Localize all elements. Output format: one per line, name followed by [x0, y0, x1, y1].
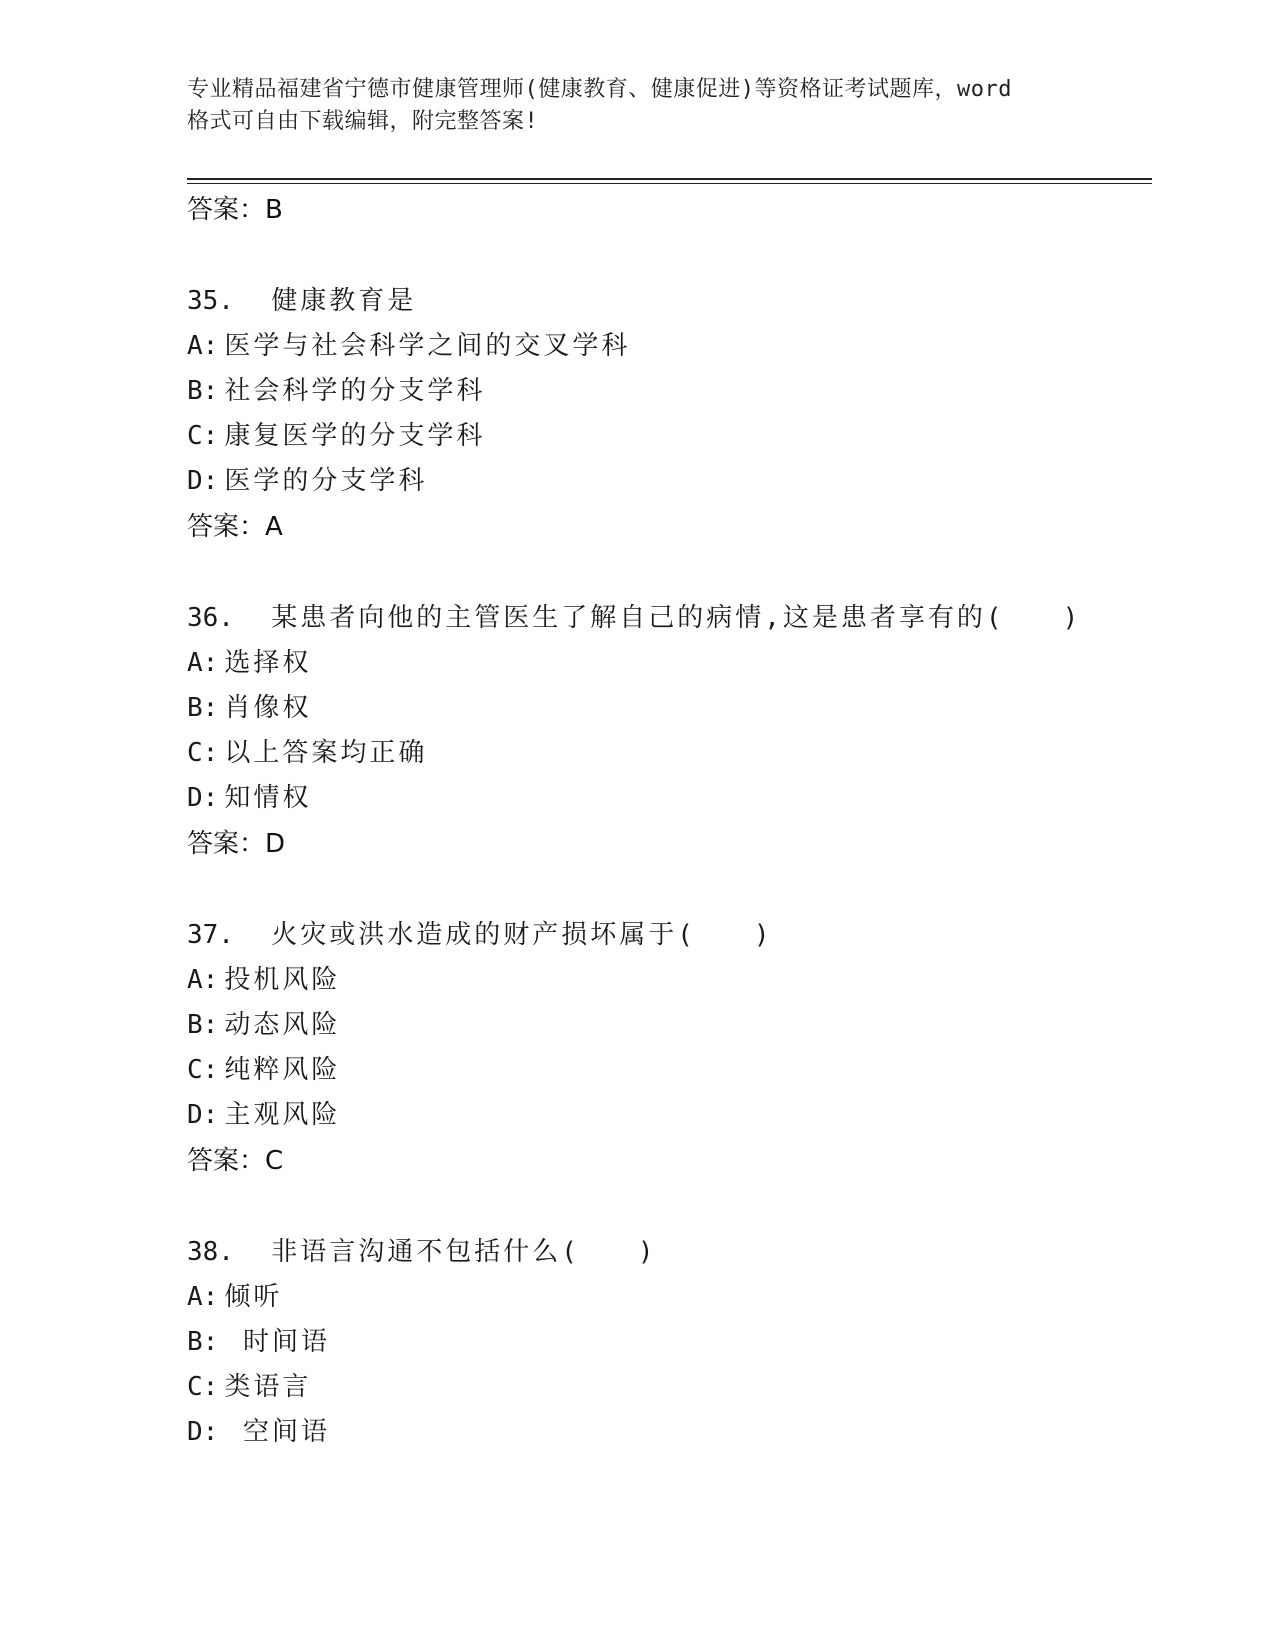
header-divider-thin	[187, 183, 1152, 184]
option-label: B:	[187, 376, 219, 406]
option-label: B:	[187, 693, 219, 723]
option-label: C:	[187, 1372, 219, 1402]
option-label: D:	[187, 1100, 219, 1130]
option-c	[187, 731, 1152, 776]
previous-answer: 答案：B	[187, 195, 283, 225]
option-label: A:	[187, 648, 219, 678]
option-text: 以上答案均正确	[224, 738, 428, 768]
option-text: 医学的分支学科	[224, 466, 428, 496]
question-38	[187, 1229, 1152, 1455]
question-number: 37.	[187, 920, 234, 950]
option-d	[187, 1093, 1152, 1138]
question-text: 火灾或洪水造成的财产损坏属于( )	[271, 920, 773, 950]
option-label: D:	[187, 1417, 219, 1447]
question-35	[187, 278, 1152, 550]
question-36	[187, 595, 1152, 867]
option-text: 知情权	[224, 783, 312, 813]
header-line-2: 格式可自由下载编辑，附完整答案!	[187, 109, 539, 134]
option-c	[187, 1365, 1152, 1410]
option-label: B:	[187, 1010, 219, 1040]
option-a	[187, 324, 1152, 369]
option-text: 纯粹风险	[224, 1055, 341, 1085]
question-number: 35.	[187, 286, 234, 316]
question-number: 38.	[187, 1237, 234, 1267]
option-text: 医学与社会科学之间的交叉学科	[224, 331, 631, 361]
option-a	[187, 1275, 1152, 1320]
header-line-1: 专业精品福建省宁德市健康管理师(健康教育、健康促进)等资格证考试题库，word	[187, 77, 1012, 102]
option-c	[187, 1048, 1152, 1093]
option-a	[187, 641, 1152, 686]
question-stem	[187, 595, 1152, 641]
option-text: 投机风险	[224, 965, 341, 995]
option-text: 主观风险	[224, 1100, 341, 1130]
question-stem	[187, 912, 1152, 958]
option-d	[187, 1410, 1152, 1455]
option-text: 肖像权	[224, 693, 312, 723]
option-text: 选择权	[224, 648, 312, 678]
option-text: 动态风险	[224, 1010, 341, 1040]
option-label: B:	[187, 1327, 219, 1357]
question-text: 非语言沟通不包括什么( )	[271, 1237, 657, 1267]
option-label: C:	[187, 1055, 219, 1085]
option-b	[187, 1003, 1152, 1048]
option-c	[187, 414, 1152, 459]
option-b	[187, 1320, 1152, 1365]
answer-line: 答案：C	[187, 1146, 284, 1176]
document-header	[187, 74, 1087, 138]
option-text: 时间语	[224, 1327, 330, 1357]
option-a	[187, 958, 1152, 1003]
option-text: 类语言	[224, 1372, 312, 1402]
option-label: D:	[187, 783, 219, 813]
option-d	[187, 776, 1152, 821]
question-text: 健康教育是	[271, 286, 417, 316]
question-number: 36.	[187, 603, 234, 633]
option-text: 康复医学的分支学科	[224, 421, 486, 451]
option-b	[187, 369, 1152, 414]
question-text: 某患者向他的主管医生了解自己的病情,这是患者享有的( )	[271, 603, 1082, 633]
option-text: 空间语	[224, 1417, 330, 1447]
option-label: C:	[187, 421, 219, 451]
question-stem	[187, 278, 1152, 324]
option-label: D:	[187, 466, 219, 496]
answer-line: 答案：D	[187, 829, 286, 859]
option-label: C:	[187, 738, 219, 768]
option-label: A:	[187, 1282, 219, 1312]
question-37	[187, 912, 1152, 1184]
option-text: 倾听	[224, 1282, 283, 1312]
question-stem	[187, 1229, 1152, 1275]
option-b	[187, 686, 1152, 731]
option-label: A:	[187, 965, 219, 995]
option-label: A:	[187, 331, 219, 361]
question-list	[187, 188, 1152, 1455]
answer-line: 答案：A	[187, 512, 283, 542]
header-divider-thick	[187, 178, 1152, 180]
document-page	[187, 0, 1152, 1650]
option-d	[187, 459, 1152, 504]
option-text: 社会科学的分支学科	[224, 376, 486, 406]
